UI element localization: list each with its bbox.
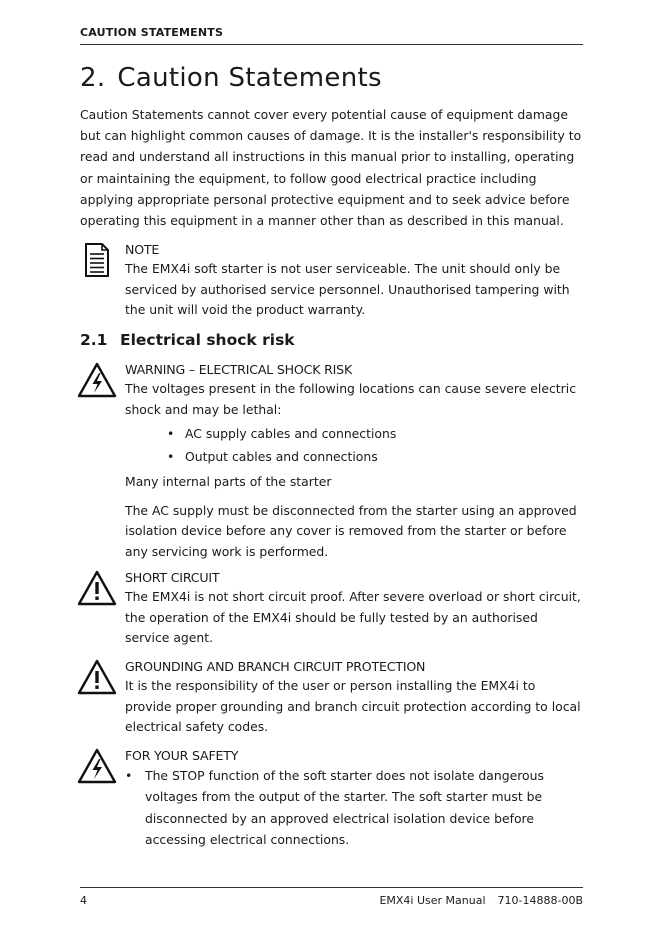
safety-list [125,765,583,851]
intro-paragraph: Caution Statements cannot cover every potential cause of equipment damage but can highlight common causes of damage. It is the installer's responsibility to read and understand all instructions in this manual prior to installing, operating or maintaining the equipment, to follow good electrical practice including applying appropriate personal protective equipment and to seek advice before operating this equipment in a manner other than as described in this manual. [80,107,582,229]
caution-icon [77,657,117,697]
doc-code: 710-14888-00B [497,894,583,907]
note-icon [77,240,117,280]
note-text: The EMX4i soft starter is not user serviceable. The unit should only be serviced by authorised service personnel. Unauthorised tampering with the unit will void the product warranty. [125,261,570,317]
subsection-title: Electrical shock risk [120,331,295,349]
note-body [125,240,583,321]
warning-shock-body [125,360,583,562]
warning-shock-box [80,360,583,562]
caution-icon [77,568,117,608]
section-heading [80,63,382,93]
list-item: • Output cables and connections [125,445,583,468]
list-item: • AC supply cables and connections [125,422,583,445]
list-item: • The STOP function of the soft starter does not isolate dangerous voltages from the output of the starter. The soft starter must be disconnected by an approved electrical isolation device before accessing electrical connections. [125,765,583,851]
section-title: Caution Statements [117,63,382,93]
safety-box [80,746,583,851]
grounding-box [80,657,583,738]
page-number: 4 [80,894,87,907]
manual-page [80,0,583,936]
short-circuit-box [80,568,583,649]
subsection-heading [80,331,295,349]
short-circuit-body [125,568,583,649]
running-header: CAUTION STATEMENTS [80,26,583,45]
electrical-hazard-icon [77,360,117,400]
grounding-text: It is the responsibility of the user or person installing the EMX4i to provide proper grounding and branch circuit protection according to local electrical safety codes. [125,678,581,734]
electrical-hazard-icon [77,746,117,786]
page-footer [80,887,583,907]
footer-doc-info [367,894,583,907]
warning-shock-list [125,422,583,468]
grounding-body [125,657,583,738]
section-number: 2. [80,63,106,93]
note-box [80,240,583,321]
note-title: NOTE [125,242,160,257]
safety-title: FOR YOUR SAFETY [125,748,239,763]
safety-body [125,746,583,851]
short-circuit-text: The EMX4i is not short circuit proof. After severe overload or short circuit, the operation of the EMX4i should be fully tested by an authorised service agent. [125,589,581,645]
doc-title: EMX4i User Manual [379,894,486,907]
grounding-title: GROUNDING AND BRANCH CIRCUIT PROTECTION [125,659,426,674]
warning-shock-title: WARNING – ELECTRICAL SHOCK RISK [125,362,353,377]
warning-shock-text-2: The AC supply must be disconnected from the starter using an approved isolation device before any cover is removed from the starter or before any servicing work is performed. [125,502,577,559]
warning-shock-after-list: Many internal parts of the starter [125,474,332,489]
short-circuit-title: SHORT CIRCUIT [125,570,220,585]
subsection-number: 2.1 [80,331,108,349]
warning-shock-text: The voltages present in the following locations can cause severe electric shock and may be lethal: [125,381,577,417]
